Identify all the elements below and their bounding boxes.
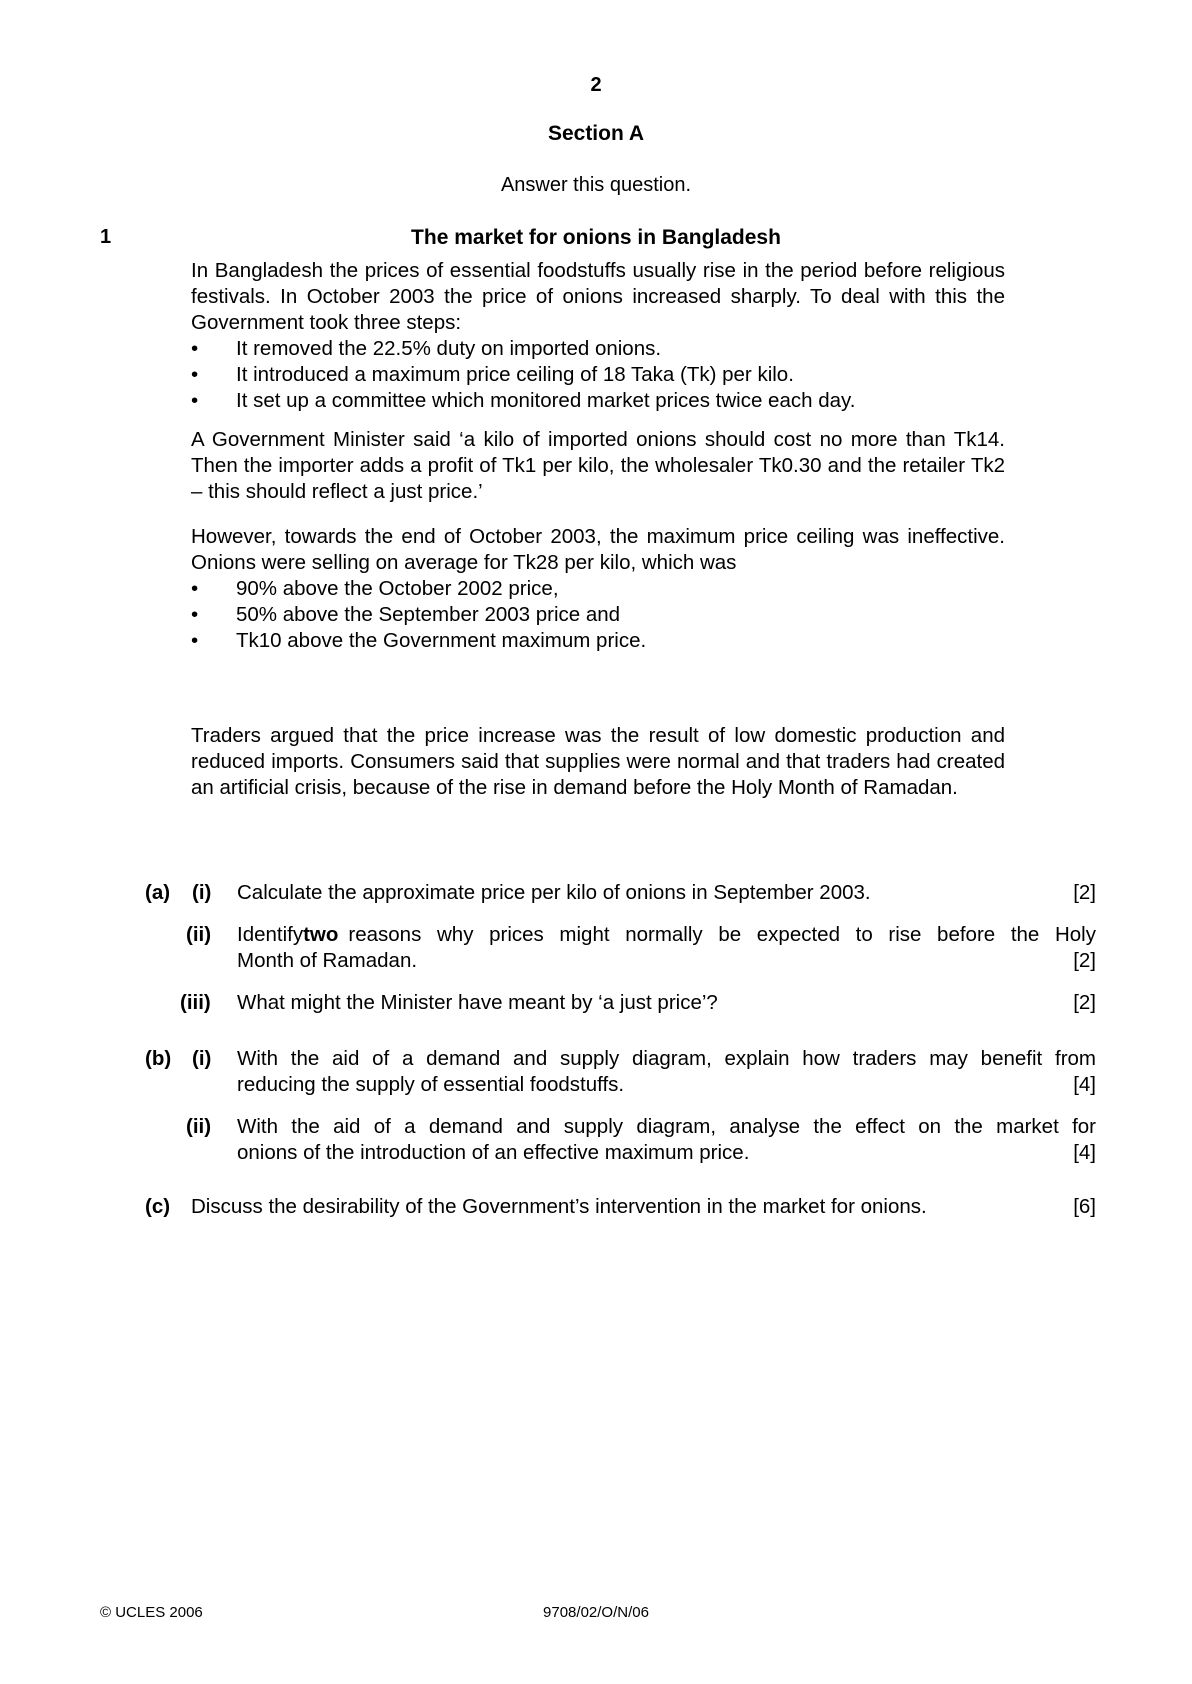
subpart-b-i-line-2: reducing the supply of essential foodstuffs.: [237, 1073, 625, 1096]
subpart-b-ii-text: [237, 1114, 1096, 1166]
subpart-a-ii-text: [237, 922, 1096, 974]
marks-a-ii: [2]: [1073, 949, 1096, 972]
marks-c: [6]: [1073, 1195, 1096, 1218]
bullet-icon: •: [191, 389, 199, 412]
passage-paragraph-1-block: [191, 258, 1005, 414]
passage-bullets-2: [191, 576, 1005, 654]
passage-paragraph-4: Traders argued that the price increase was the result of low domestic production and reduced imports. Consumers said that supplies were normal and that traders had created an artificial crisis, because of the rise in demand before the Holy Month of Ramadan.: [191, 724, 1005, 799]
subpart-b-ii-line-1: With the aid of a demand and supply diagram, analyse the effect on the market for: [237, 1115, 1096, 1138]
passage-bullets-1: [191, 336, 1005, 414]
section-title: Section A: [547, 122, 645, 145]
list-item: • 50% above the September 2003 price and: [191, 603, 621, 626]
bullet-icon: •: [191, 603, 199, 626]
instruction: Answer this question.: [500, 174, 692, 196]
list-item: • It introduced a maximum price ceiling of 18 Taka (Tk) per kilo.: [191, 363, 794, 386]
marks-a-iii: [2]: [1073, 991, 1096, 1014]
list-item: • It removed the 22.5% duty on imported onions.: [191, 337, 662, 360]
passage-paragraph-2: A Government Minister said ‘a kilo of imported onions should cost no more than Tk14. Then the importer adds a profit of Tk1 per kilo, the wholesaler Tk0.30 and the retailer Tk2 – this should reflect a just price.’: [191, 428, 1005, 503]
list-item: • 90% above the October 2002 price,: [191, 577, 559, 600]
question-number: 1: [100, 226, 112, 248]
marks-a-i: [2]: [1073, 881, 1096, 904]
subpart-b-i-label: (i): [192, 1047, 212, 1070]
subpart-a-i-label: (i): [192, 881, 212, 904]
part-b-label: (b): [145, 1047, 172, 1070]
passage-paragraph-2-block: [191, 427, 1005, 505]
subpart-a-ii-line-1: Identify two reasons why prices might normally be expected to rise before the Holy: [237, 923, 1096, 946]
bullet-icon: •: [191, 629, 199, 652]
subpart-b-i-text: [237, 1046, 1096, 1098]
bullet-icon: •: [191, 337, 199, 360]
subpart-a-iii-text: What might the Minister have meant by ‘a just price’?: [237, 991, 718, 1014]
part-c-text: Discuss the desirability of the Government’s intervention in the market for onions.: [191, 1195, 927, 1218]
page-number: 2: [590, 74, 602, 96]
marks-b-i: [4]: [1073, 1073, 1096, 1096]
list-item: • It set up a committee which monitored market prices twice each day.: [191, 389, 856, 412]
subpart-a-i-text: Calculate the approximate price per kilo of onions in September 2003.: [237, 881, 871, 904]
passage-paragraph-1: In Bangladesh the prices of essential foodstuffs usually rise in the period before religious festivals. In October 2003 the price of onions increased sharply. To deal with this the Government took three steps:: [191, 259, 1005, 334]
marks-b-ii: [4]: [1073, 1141, 1096, 1164]
bullet-icon: •: [191, 363, 199, 386]
question-title: The market for onions in Bangladesh: [411, 226, 781, 249]
footer-paper-code: 9708/02/O/N/06: [543, 1604, 649, 1621]
list-item: • Tk10 above the Government maximum price.: [191, 629, 647, 652]
footer-copyright: © UCLES 2006: [100, 1604, 203, 1621]
subpart-b-ii-label: (ii): [186, 1115, 212, 1138]
passage-paragraph-4-block: [191, 723, 1005, 801]
bullet-icon: •: [191, 577, 199, 600]
subpart-b-i-line-1: With the aid of a demand and supply diagram, explain how traders may benefit from: [237, 1047, 1096, 1070]
part-c-label: (c): [145, 1195, 171, 1218]
subpart-a-iii-label: (iii): [180, 991, 211, 1014]
subpart-a-ii-label: (ii): [186, 923, 212, 946]
part-a-label: (a): [145, 881, 171, 904]
passage-paragraph-3-block: [191, 524, 1005, 654]
passage-paragraph-3: However, towards the end of October 2003, the maximum price ceiling was ineffective. Onions were selling on average for Tk28 per kilo, which was: [191, 525, 1005, 574]
subpart-a-ii-line-2: Month of Ramadan.: [237, 949, 418, 972]
subpart-b-ii-line-2: onions of the introduction of an effective maximum price.: [237, 1141, 750, 1164]
